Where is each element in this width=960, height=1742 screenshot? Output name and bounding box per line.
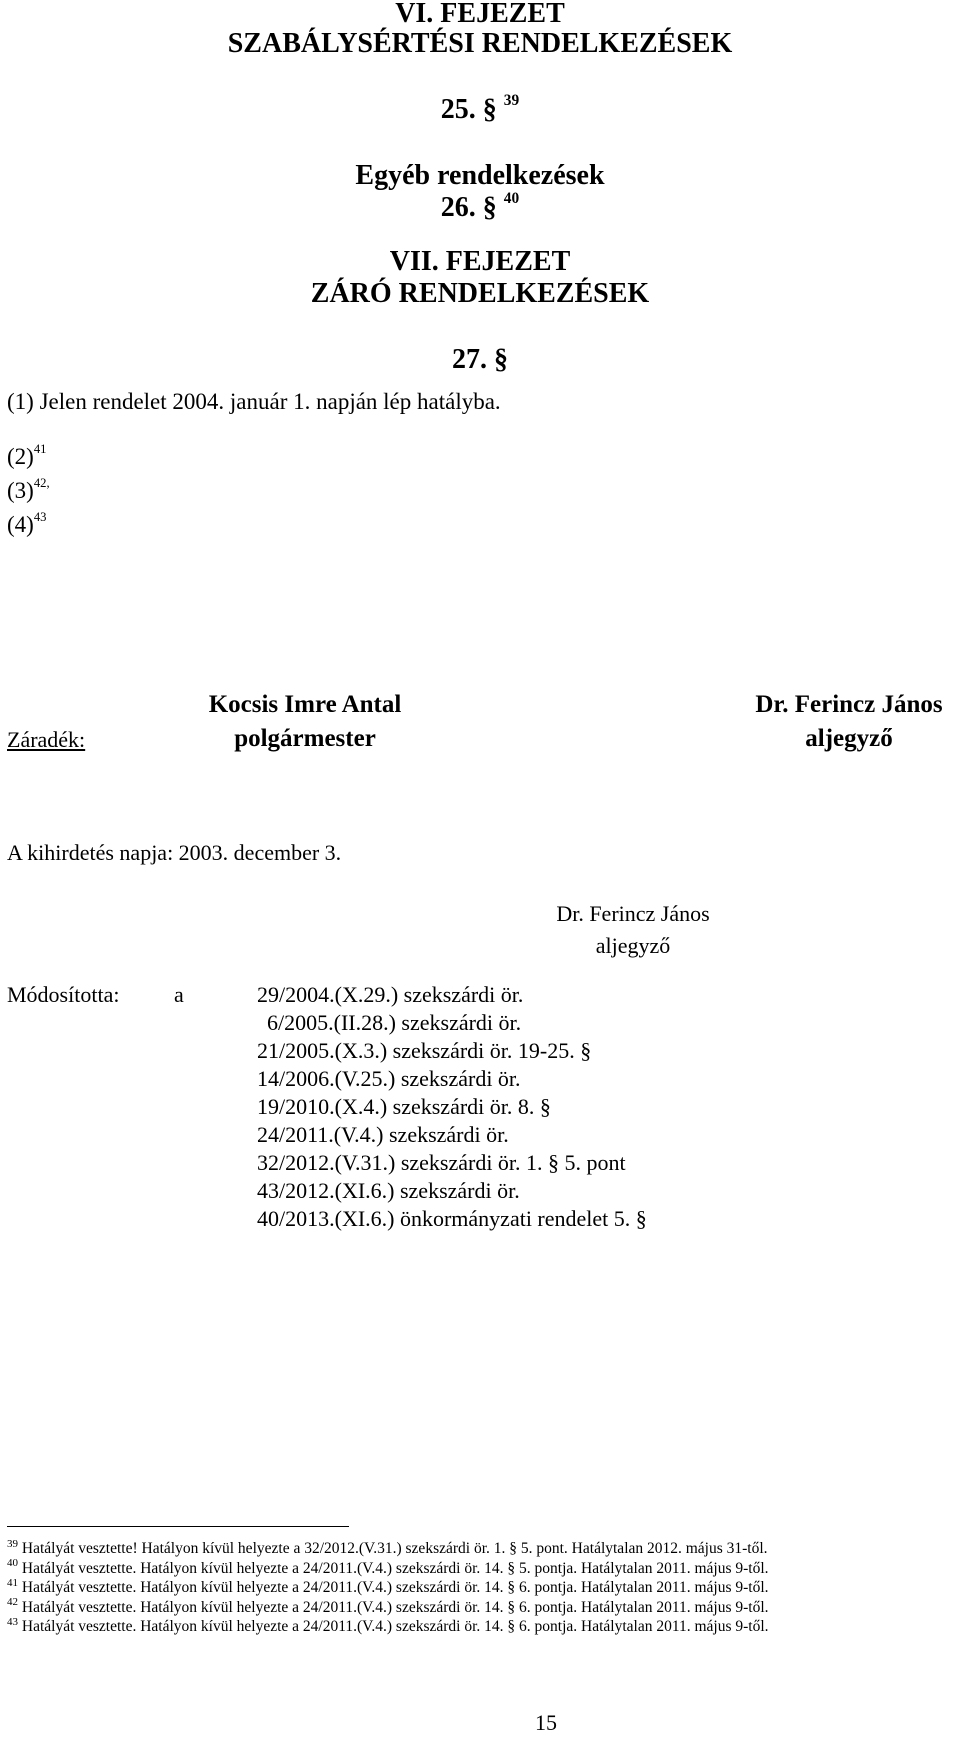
chapter-6-title: VI. FEJEZET [395, 0, 565, 29]
footnote-separator [7, 1526, 349, 1527]
modifications-list [257, 983, 647, 1235]
paragraph-3-label: (3) [7, 478, 34, 503]
chapter-7-subtitle: ZÁRÓ RENDELKEZÉSEK [310, 278, 650, 309]
footnote-text: Hatályát vesztette! Hatályon kívül helyezte a 32/2012.(V.31.) szekszárdi ör. 1. § 5. pont. Hatálytalan 2012. május 31-től. [21, 1540, 768, 1557]
footnote-text: Hatályát vesztette. Hatályon kívül helyezte a 24/2011.(V.4.) szekszárdi ör. 14. § 5. pontja. Hatálytalan 2011. május 9-től. [21, 1559, 769, 1577]
chapter-6-subtitle: SZABÁLYSÉRTÉSI RENDELKEZÉSEK [227, 28, 733, 59]
modification-item: 43/2012.(XI.6.) szekszárdi ör. [257, 1178, 520, 1203]
signature-left [196, 688, 414, 756]
modification-item: 6/2005.(II.28.) szekszárdi ör. [267, 1010, 522, 1035]
footnote-number: 43 [7, 1615, 18, 1628]
section-26-heading [0, 189, 960, 228]
footnote-40 [7, 1559, 769, 1579]
clause-signer-name: Dr. Ferincz János [556, 901, 710, 926]
paragraph-4-label: (4) [7, 512, 34, 537]
signature-right [732, 688, 960, 756]
paragraph-4 [7, 512, 46, 541]
clause-heading: Záradék: [7, 727, 86, 752]
footnote-number: 41 [7, 1576, 18, 1589]
footnote-ref-43[interactable]: 43 [33, 510, 47, 525]
modification-item: 21/2005.(X.3.) szekszárdi ör. 19-25. § [257, 1038, 592, 1063]
section-25-heading [0, 91, 960, 130]
footnote-43 [7, 1617, 769, 1637]
footnote-ref-42[interactable]: 42, [33, 476, 50, 491]
section-25-label: 25. § [440, 94, 497, 125]
section-27-heading: 27. § [452, 344, 508, 375]
page-number: 15 [535, 1710, 557, 1735]
announcement-date: A kihirdetés napja: 2003. december 3. [7, 840, 342, 865]
paragraph-2-label: (2) [7, 444, 34, 469]
footnote-text: Hatályát vesztette. Hatályon kívül helyezte a 24/2011.(V.4.) szekszárdi ör. 14. § 6. pontja. Hatálytalan 2011. május 9-től. [21, 1618, 769, 1635]
clause-signature [542, 898, 724, 962]
modification-item: 19/2010.(X.4.) szekszárdi ör. 8. § [257, 1094, 551, 1119]
footnote-number: 39 [7, 1537, 18, 1550]
mayor-title: polgármester [234, 725, 376, 752]
footnote-39 [7, 1539, 769, 1559]
modifications-article: a [174, 982, 184, 1007]
clause-signer-title: aljegyző [595, 933, 671, 958]
chapter-7-title: VII. FEJEZET [389, 246, 571, 277]
other-provisions-title: Egyéb rendelkezések [355, 160, 605, 191]
paragraph-3 [7, 478, 50, 507]
deputy-notary-name: Dr. Ferincz János [755, 691, 943, 718]
modifications-label: Módosította: [7, 982, 120, 1007]
footnote-text: Hatályát vesztette. Hatályon kívül helyezte a 24/2011.(V.4.) szekszárdi ör. 14. § 6. pontja. Hatálytalan 2011. május 9-től. [21, 1579, 769, 1596]
mayor-name: Kocsis Imre Antal [208, 691, 402, 718]
section-26-label: 26. § [440, 192, 497, 223]
footnote-ref-40[interactable]: 40 [503, 189, 520, 207]
footnote-ref-39[interactable]: 39 [503, 91, 520, 109]
modification-item: 29/2004.(X.29.) szekszárdi ör. [257, 982, 524, 1007]
modification-item: 24/2011.(V.4.) szekszárdi ör. [257, 1122, 509, 1147]
paragraph-2 [7, 444, 46, 473]
modification-item: 40/2013.(XI.6.) önkormányzati rendelet 5. § [257, 1206, 647, 1231]
footnotes [7, 1539, 769, 1637]
footnote-41 [7, 1578, 769, 1598]
footnote-number: 40 [7, 1557, 18, 1570]
modification-item: 14/2006.(V.25.) szekszárdi ör. [257, 1066, 521, 1091]
footnote-text: Hatályát vesztette. Hatályon kívül helyezte a 24/2011.(V.4.) szekszárdi ör. 14. § 6. pontja. Hatálytalan 2011. május 9-től. [21, 1598, 769, 1616]
footnote-42 [7, 1598, 769, 1618]
deputy-notary-title: aljegyző [805, 725, 893, 752]
footnote-ref-41[interactable]: 41 [33, 442, 47, 457]
modification-item: 32/2012.(V.31.) szekszárdi ör. 1. § 5. pont [257, 1150, 626, 1175]
footnote-number: 42 [7, 1596, 18, 1609]
paragraph-1: (1) Jelen rendelet 2004. január 1. napján lép hatályba. [7, 389, 501, 414]
